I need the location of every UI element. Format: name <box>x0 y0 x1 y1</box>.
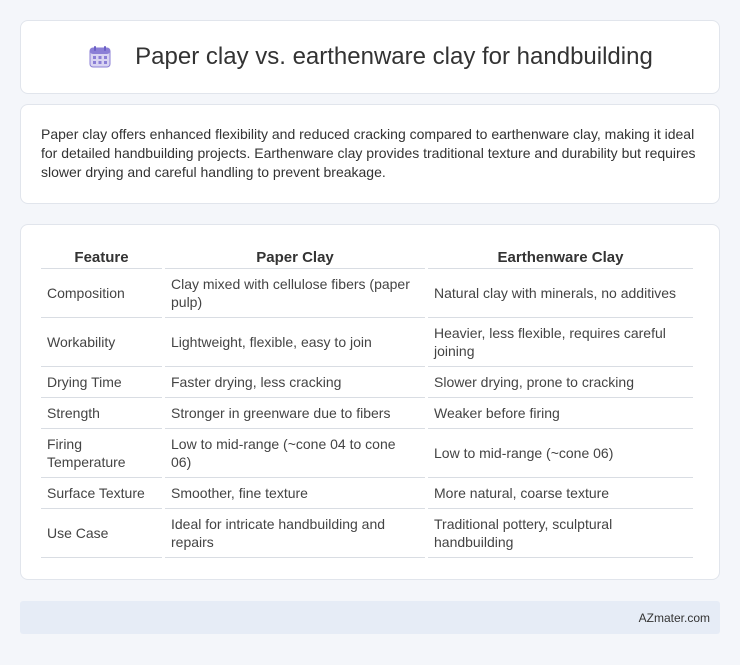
table-cell: Strength <box>41 398 162 429</box>
table-cell: Natural clay with minerals, no additives <box>428 269 693 318</box>
table-cell: Workability <box>41 318 162 367</box>
column-header-paper-clay: Paper Clay <box>165 243 425 269</box>
footer <box>20 601 720 634</box>
table-cell: Slower drying, prone to cracking <box>428 367 693 398</box>
footer-brand[interactable]: AZmater.com <box>638 610 710 625</box>
page-title: Paper clay vs. earthenware clay for handbuilding <box>135 43 653 70</box>
table-cell: Low to mid-range (~cone 06) <box>428 429 693 478</box>
table-cell: Weaker before firing <box>428 398 693 429</box>
summary-card <box>20 104 720 204</box>
table-cell: Faster drying, less cracking <box>165 367 425 398</box>
column-header-earthenware-clay: Earthenware Clay <box>428 243 693 269</box>
table-cell: Heavier, less flexible, requires careful joining <box>428 318 693 367</box>
table-row <box>41 269 693 318</box>
title-card <box>20 20 720 94</box>
calendar-icon <box>87 44 113 70</box>
comparison-table-card <box>20 224 720 580</box>
table-row <box>41 429 693 478</box>
table-cell: More natural, coarse texture <box>428 478 693 509</box>
table-row <box>41 398 693 429</box>
table-cell: Drying Time <box>41 367 162 398</box>
table-cell: Lightweight, flexible, easy to join <box>165 318 425 367</box>
table-cell: Stronger in greenware due to fibers <box>165 398 425 429</box>
table-header-row <box>41 243 693 269</box>
summary-text: Paper clay offers enhanced flexibility and reduced cracking compared to earthenware clay, making it ideal for detailed handbuilding projects. Earthenware clay provides traditional texture and durability but requires slower drying and careful handling to prevent breakage. <box>41 126 696 180</box>
comparison-table <box>38 243 696 558</box>
column-header-feature: Feature <box>41 243 162 269</box>
table-row <box>41 509 693 558</box>
table-cell: Surface Texture <box>41 478 162 509</box>
table-cell: Clay mixed with cellulose fibers (paper pulp) <box>165 269 425 318</box>
table-cell: Use Case <box>41 509 162 558</box>
table-cell: Ideal for intricate handbuilding and repairs <box>165 509 425 558</box>
table-row <box>41 367 693 398</box>
table-row <box>41 318 693 367</box>
table-cell: Low to mid-range (~cone 04 to cone 06) <box>165 429 425 478</box>
table-cell: Composition <box>41 269 162 318</box>
table-row <box>41 478 693 509</box>
table-cell: Traditional pottery, sculptural handbuilding <box>428 509 693 558</box>
table-cell: Firing Temperature <box>41 429 162 478</box>
table-cell: Smoother, fine texture <box>165 478 425 509</box>
